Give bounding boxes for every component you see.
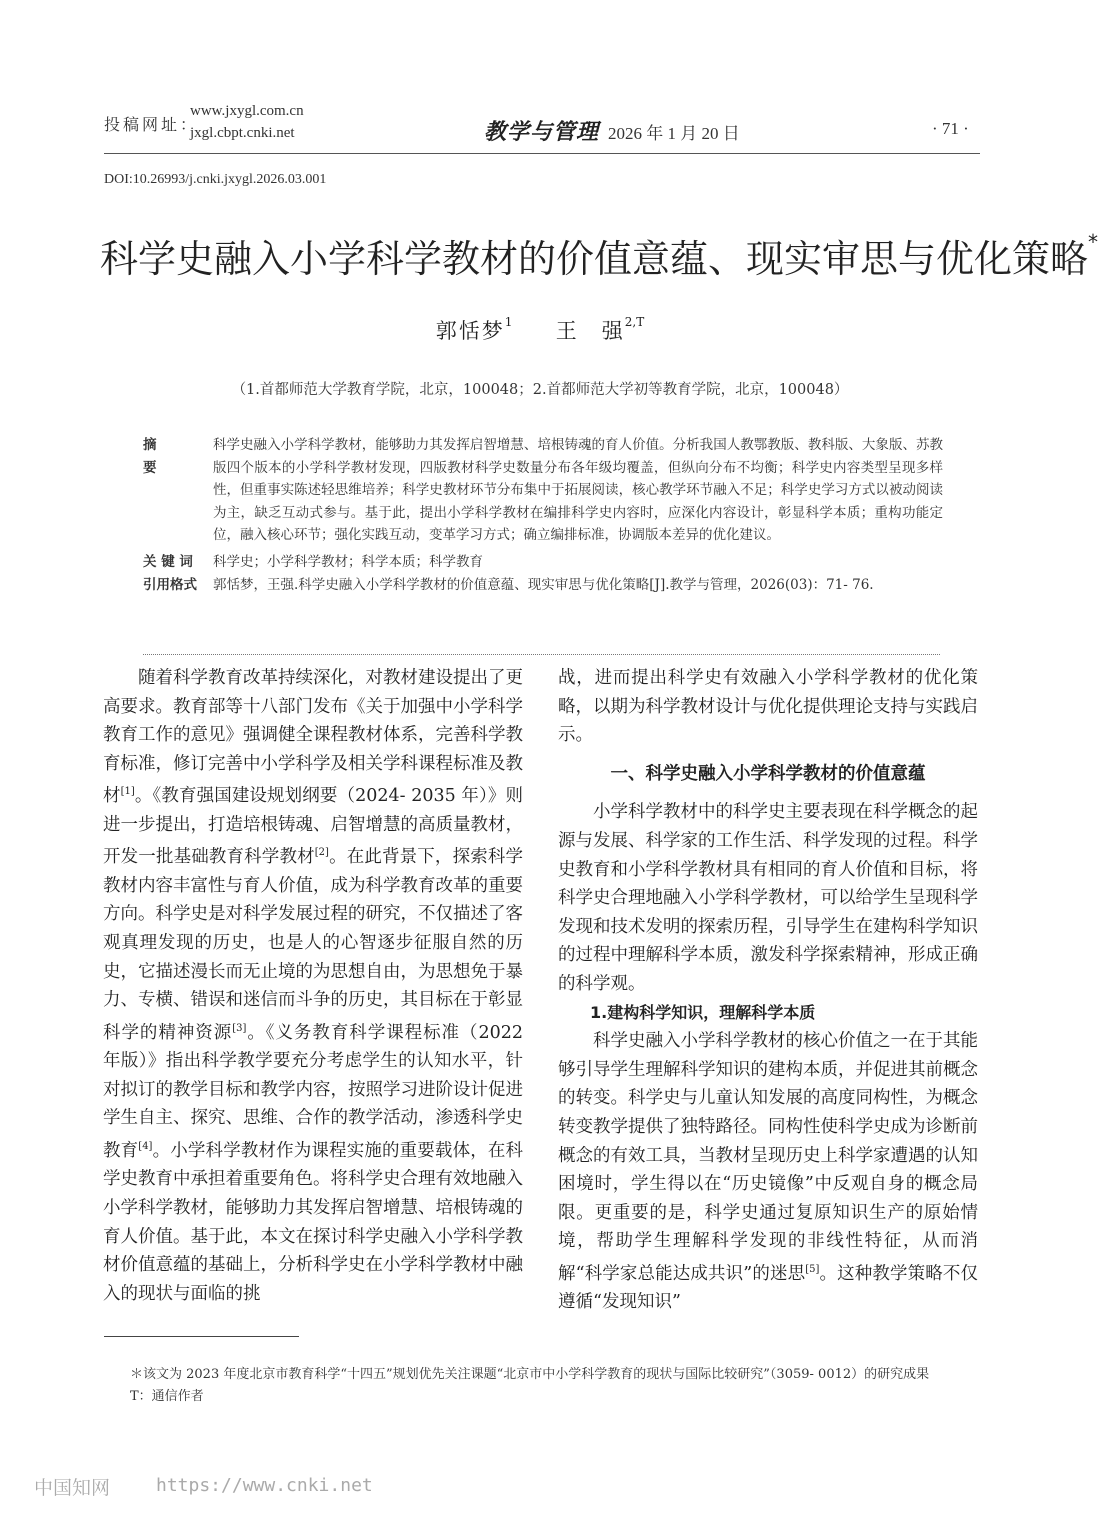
subsection-heading: 1.建构科学知识，理解科学本质: [590, 1002, 816, 1022]
body-text: 科学史融入小学科学教材的核心价值之一在于其能够引导学生理解科学知识的建构本质，并促进其前概念的转变。科学史与儿童认知发展的高度同构性，为概念转变教学提供了独特路径。同构性使科学史成为诊断前概念的有效工具，当教材呈现历史上科学家遭遇的认知困境时，学生得以在“历史镜像”中反观自身的概念局限。更重要的是，科学史通过复原知识生产的原始情境，帮助学生理解科学发现的非线性特征，从而消解“科学家总能达成共识”的迷思: [558, 1031, 978, 1284]
body-text: 。小学科学教材作为课程实施的重要载体，在科学史教育中承担着重要角色。将科学史合理有效地融入小学科学教材，能够助力其发挥启智增慧、培根铸魂的育人价值。基于此，本文在探讨科学史融入小学科学教材价值意蕴的基础上，分析科学史在小学科学教材中融入的现状与面临的挑: [103, 1140, 524, 1304]
abstract-divider: [143, 654, 940, 655]
header-url-1[interactable]: www.jxygl.com.cn: [190, 103, 304, 119]
affiliation: （1.首都师范大学教育学院，北京，100048；2.首都师范大学初等教育学院，北京，100048）: [231, 382, 849, 398]
footnote: [104, 1364, 980, 1408]
body-paragraph: [103, 664, 523, 1308]
keywords-label: 关 键 词: [143, 553, 193, 570]
footnote-funding: ＊该文为 2023 年度北京市教育科学“十四五”规划优先关注课题“北京市中小学科学教育的现状与国际比较研究”（3059- 0012）的研究成果: [130, 1367, 930, 1382]
footnote-corresponding: T：通信作者: [130, 1389, 204, 1404]
author-list: [0, 315, 1080, 345]
body-text: 随着科学教育改革持续深化，对教材建设提出了更高要求。教育部等十八部门发布《关于加强中小学科学教育工作的意见》强调健全课程教材体系，完善科学教育标准，修订完善中小学科学及相关学科课程标准及教材: [103, 668, 523, 807]
section-heading: 一、科学史融入小学科学教材的价值意蕴: [610, 763, 926, 784]
doi: DOI:10.26993/j.cnki.jxygl.2026.03.001: [104, 172, 327, 187]
reference-mark[interactable]: [5]: [805, 1263, 820, 1275]
header-url-2[interactable]: jxgl.cbpt.cnki.net: [190, 125, 295, 141]
page-number: · 71 ·: [932, 119, 969, 138]
author-sup: 1: [504, 315, 513, 329]
body-paragraph: [558, 1027, 978, 1317]
reference-mark[interactable]: [1]: [120, 786, 135, 798]
header-label: 投稿网址：: [104, 115, 200, 134]
reference-mark[interactable]: [3]: [232, 1022, 247, 1034]
body-text: 。《义务教育科学课程标准（2022 年版）》指出科学教学要充分考虑学生的认知水平，针对拟订的教学目标和教学内容，按照学习进阶设计促进学生自主、探究、思维、合作的教学活动，渗透科学史教育: [103, 1022, 523, 1161]
title-footnote-mark: *: [1088, 230, 1098, 254]
keywords-text: 科学史；小学科学教材；科学本质；科学教育: [213, 553, 483, 570]
citation-row: [143, 574, 943, 597]
abstract-block: [143, 434, 943, 596]
paper-title: [100, 228, 1098, 283]
body-column-left: [103, 664, 523, 1308]
abstract-text: 科学史融入小学科学教材，能够助力其发挥启智增慧、培根铸魂的育人价值。分析我国人教鄂教版、教科版、大象版、苏教版四个版本的小学科学教材发现，四版教材科学史数量分布各年级均覆盖，但纵向分布不均衡；科学史内容类型呈现多样性，但重事实陈述轻思维培养；科学史教材环节分布集中于拓展阅读，核心教学环节融入不足；科学史学习方式以被动阅读为主，缺乏互动式参与。基于此，提出小学科学教材在编排科学史内容时，应深化内容设计，彰显科学本质；重构功能定位，融入核心环节；强化实践互动，变革学习方式；确立编排标准，协调版本差异的优化建议。: [213, 437, 943, 544]
body-text: 。在此背景下，探索科学教材内容丰富性与育人价值，成为科学教育改革的重要方向。科学史是对科学发展过程的研究，不仅描述了客观真理发现的历史，也是人的心智逐步征服自然的历史，它描述漫长而无止境的为思想自由，为思想免于暴力、专横、错误和迷信而斗争的历史，其目标在于彰显科学的精神资源: [103, 847, 524, 1043]
author-name: 郭恬梦: [435, 319, 505, 343]
reference-mark[interactable]: [4]: [138, 1140, 153, 1152]
cnki-watermark: 中国知网: [34, 1477, 111, 1499]
issue-date: 2026 年 1 月 20 日: [608, 124, 740, 143]
body-paragraph: 小学科学教材中的科学史主要表现在科学概念的起源与发展、科学家的工作生活、科学发现的过程。科学史教育和小学科学教材具有相同的育人价值和目标，将科学史合理地融入小学科学教材，可以给学生呈现科学发现和技术发明的探索历程，引导学生在建构科学知识的过程中理解科学本质，激发科学探索精神，形成正确的科学观。: [558, 802, 978, 994]
body-paragraph: 战，进而提出科学史有效融入小学科学教材的优化策略，以期为科学教材设计与优化提供理论支持与实践启示。: [558, 668, 978, 746]
body-text: 。《教育强国建设规划纲要（2024- 2035 年）》则进一步提出，打造培根铸魂、启智增慧的高质量教材，开发一批基础教育科学教材: [103, 786, 523, 868]
paper-title-text: 科学史融入小学科学教材的价值意蕴、现实审思与优化策略: [100, 237, 1089, 281]
journal-name: 教学与管理: [484, 119, 600, 145]
header-urls: [190, 100, 304, 144]
abstract-label: 摘要: [143, 437, 181, 476]
header-divider: [104, 153, 980, 154]
citation-label: 引用格式: [143, 576, 197, 593]
author-sup: 2,T: [624, 315, 645, 329]
reference-mark[interactable]: [2]: [314, 847, 329, 859]
body-text: 。这种教学策略不仅遵循“发现知识”: [558, 1263, 978, 1313]
keywords-row: [143, 551, 943, 574]
cnki-url[interactable]: https://www.cnki.net: [156, 1475, 373, 1496]
footnote-divider: [104, 1336, 299, 1337]
body-column-right: [558, 664, 978, 1317]
author-name: 王 强: [555, 319, 625, 343]
citation-text: 郭恬梦，王强.科学史融入小学科学教材的价值意蕴、现实审思与优化策略[J].教学与管理，2026(03)：71- 76.: [213, 576, 874, 593]
abstract-row: [143, 434, 943, 547]
